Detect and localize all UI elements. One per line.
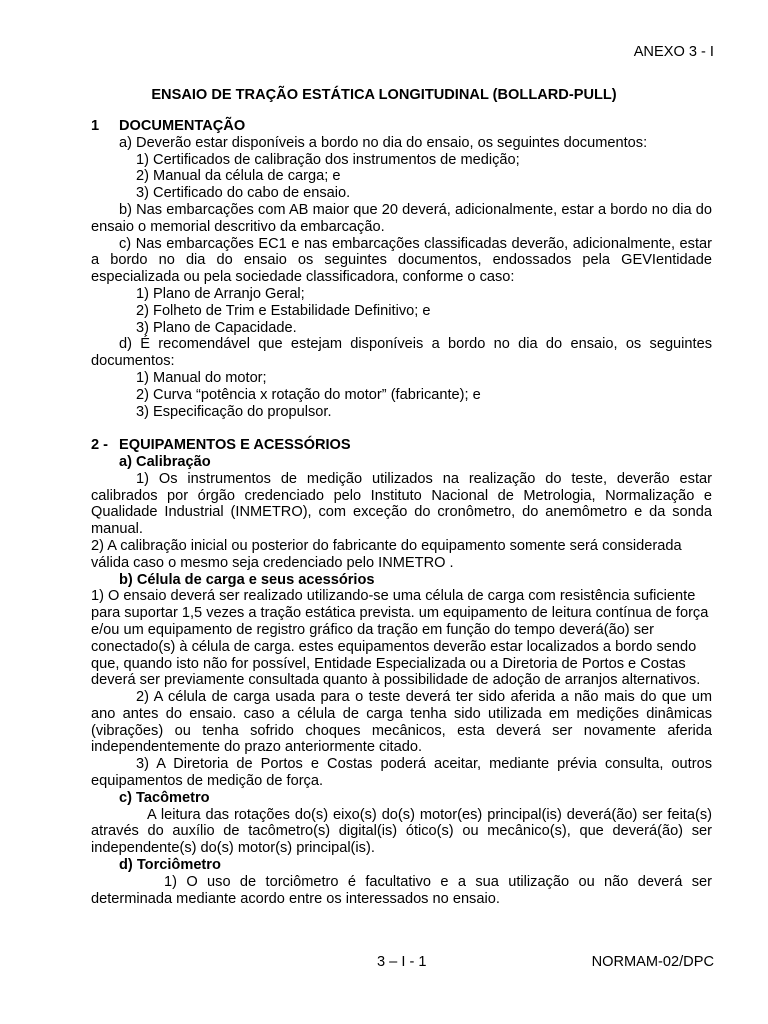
list-item-1a-1: 1) Certificados de calibração dos instrumentos de medição; xyxy=(136,151,520,168)
subsection-2c-title: c) Tacômetro xyxy=(119,789,210,806)
paragraph-2b-3: 3) A Diretoria de Portos e Costas poderá aceitar, mediante prévia consulta, outros equipamentos de medição de força. xyxy=(91,756,712,790)
paragraph-2d-1: 1) O uso de torciômetro é facultativo e a sua utilização ou não deverá ser determinada mediante acordo entre os interessados no ensaio. xyxy=(91,873,712,907)
paragraph-1b: b) Nas embarcações com AB maior que 20 deverá, adicionalmente, estar a bordo no dia do ensaio o memorial descritivo da embarcação. xyxy=(91,201,712,235)
list-item-1d-3: 3) Especificação do propulsor. xyxy=(136,403,332,420)
section-title: EQUIPAMENTOS E ACESSÓRIOS xyxy=(119,437,351,454)
page-number: 3 – I - 1 xyxy=(377,954,427,970)
list-item-1c-2: 2) Folheto de Trim e Estabilidade Definitivo; e xyxy=(136,302,431,319)
norm-reference: NORMAM-02/DPC xyxy=(591,954,714,970)
paragraph-2c: A leitura das rotações do(s) eixo(s) do(s) motor(es) principal(is) deverá(ão) ser feita(s) através do auxílio de tacômetro(s) digital(is) ótico(s) ou mecânico(s), que deverá(ão) ser independente(s) do(s) motor(s) principal(is). xyxy=(91,806,712,857)
list-item-1d-2: 2) Curva “potência x rotação do motor” (fabricante); e xyxy=(136,386,481,403)
section-2-heading xyxy=(91,437,712,454)
section-1-heading xyxy=(91,118,712,135)
paragraph-2a-1: 1) Os instrumentos de medição utilizados na realização do teste, deverão estar calibrados por órgão credenciado pelo Instituto Nacional de Metrologia, Normalização e Qualidade Industrial (INMETRO), com exceção do cronômetro, do anemômetro e da sonda manual. xyxy=(91,470,712,538)
subsection-2d-title: d) Torciômetro xyxy=(119,857,221,874)
subsection-2a-title: a) Calibração xyxy=(119,453,211,470)
paragraph-1c: c) Nas embarcações EC1 e nas embarcações classificadas deverão, adicionalmente, estar a bordo no dia do ensaio os seguintes documentos, endossados pela GEVIentidade especializada ou pela sociedade classificadora, conforme o caso: xyxy=(91,235,712,286)
list-item-1a-2: 2) Manual da célula de carga; e xyxy=(136,168,341,185)
section-number: 2 - xyxy=(91,437,109,454)
section-spacer xyxy=(91,420,712,437)
paragraph-2b-2: 2) A célula de carga usada para o teste deverá ter sido aferida a não mais do que um ano antes do ensaio. caso a célula de carga tenha sido utilizada em medições dinâmicas (vibrações) ou tenha sofrido choques mecânicos, esta deverá ser novamente aferida independentemente do prazo anteriormente citado. xyxy=(91,689,712,756)
list-item-1c-3: 3) Plano de Capacidade. xyxy=(136,319,297,336)
paragraph-1d: d) É recomendável que estejam disponíveis a bordo no dia do ensaio, os seguintes documentos: xyxy=(91,336,712,370)
paragraph-1a: a) Deverão estar disponíveis a bordo no dia do ensaio, os seguintes documentos: xyxy=(119,134,648,151)
list-item-1c-1: 1) Plano de Arranjo Geral; xyxy=(136,285,305,302)
paragraph-2b-1: 1) O ensaio deverá ser realizado utilizando-se uma célula de carga com resistência suficiente para suportar 1,5 vezes a tração estática prevista. um equipamento de leitura contínua de força e/ou um equipamento de registro gráfico da tração em função do tempo deverá(ão) ser conectado(s) à célula de carga. estes equipamentos deverão estar localizados a bordo sendo que, quando isto não for possível, Entidade Especializada ou a Diretoria de Portos e Costas deverá ser previamente consultada quanto à possibilidade de adoção de arranjos alternativos. xyxy=(91,588,709,689)
list-item-1d-1: 1) Manual do motor; xyxy=(136,369,267,386)
section-title: DOCUMENTAÇÃO xyxy=(119,118,246,134)
list-item-1a-3: 3) Certificado do cabo de ensaio. xyxy=(136,185,351,202)
annex-label: ANEXO 3 - I xyxy=(633,44,714,60)
document-title: ENSAIO DE TRAÇÃO ESTÁTICA LONGITUDINAL (BOLLARD-PULL) xyxy=(151,87,617,103)
subsection-2b-title: b) Célula de carga e seus acessórios xyxy=(119,571,375,588)
document-body xyxy=(91,118,712,907)
paragraph-2a-2: 2) A calibração inicial ou posterior do fabricante do equipamento somente será considerada válida caso o mesmo seja credenciado pelo INMETRO . xyxy=(91,537,682,571)
section-number: 1 xyxy=(91,118,100,134)
